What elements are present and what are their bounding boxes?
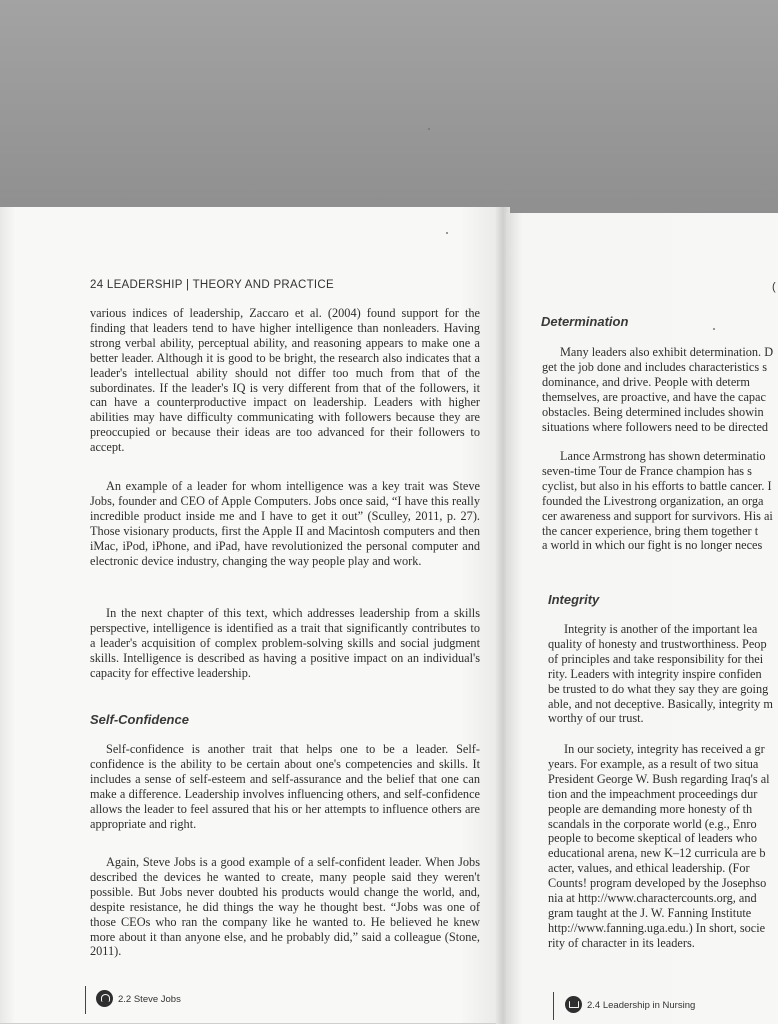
paragraph-self-confidence: Self-confidence is another trait that helps one to be a leader. Self-confidence is the ability to be certain about one's competencies and skills. It includes a sense of self-esteem and self-assurance and the belief that one can make a difference. Leadership involves influencing others, and self-confidence allows the leader to feel assured that his or her attempts to influence others are appropriate and right.: [90, 742, 480, 831]
text-line: themselves, are proactive, and have the capac: [542, 389, 766, 404]
text-line: be trusted to do what they say they are going: [548, 681, 769, 696]
text-line: quality of honesty and trustworthiness. Peop: [548, 636, 767, 651]
text-line: founded the Livestrong organization, an orga: [542, 493, 764, 508]
text-line: rity. Leaders with integrity inspire confiden: [548, 666, 762, 681]
print-speck: [446, 232, 448, 234]
page-corner-mark: (: [772, 281, 776, 293]
section-heading-determination: Determination: [541, 314, 629, 329]
paragraph-skills-perspective: In the next chapter of this text, which addresses leadership from a skills perspective, intelligence is identified as a trait that significantly contributes to a leader's acquisition of complex problem-solving skills and social judgment skills. Intelligence is described as having a positive impact on an individual's capacity for effective leadership.: [90, 606, 480, 680]
background-top: [0, 0, 778, 215]
text-line: years. For example, as a result of two situa: [548, 756, 759, 771]
text-line: Counts! program developed by the Josephso: [548, 876, 767, 891]
print-speck: [713, 328, 715, 330]
footer-media-label-right: 2.4 Leadership in Nursing: [587, 1000, 696, 1011]
paragraph-steve-jobs-intelligence: An example of a leader for whom intelligence was a key trait was Steve Jobs, founder and CEO of Apple Computers. Jobs once said, “I have this really incredible product inside me and I have to get it out” (Sculley, 2011, p. 27). Those visionary products, first the Apple II and Macintosh computers and then iMac, iPod, iPhone, and iPad, have revolutionized the personal computer and electronic device industry, changing the way people play and work.: [90, 479, 480, 568]
text-line: http://www.fanning.uga.edu.) In short, socie: [548, 920, 766, 935]
text-line: obstacles. Being determined includes showin: [542, 404, 764, 419]
text-line: Many leaders also exhibit determination. D: [560, 345, 774, 359]
text-line: rity of character in its leaders.: [548, 935, 695, 950]
footer-media-label-left: 2.2 Steve Jobs: [118, 994, 181, 1005]
book-icon: [565, 996, 582, 1013]
text-line: educational arena, new K–12 curricula are b: [548, 846, 766, 861]
audio-icon: [96, 990, 113, 1007]
text-line: scandals in the corporate world (e.g., Enro: [548, 816, 757, 831]
paragraph-steve-jobs-confidence: Again, Steve Jobs is a good example of a self-confident leader. When Jobs described the devices he wanted to create, many people said they weren't possible. But Jobs never doubted his products would change the world, and, despite resistance, he did things the way he thought best. “Jobs was one of those CEOs who ran the company like he wanted to. He believed he knew more about it than anyone else, and he probably did,” said a colleague (Stone, 2011).: [90, 855, 480, 959]
text-line: dominance, and drive. People with determ: [542, 374, 750, 389]
text-line: worthy of our trust.: [548, 711, 644, 726]
text-line: In our society, integrity has received a gr: [564, 742, 765, 756]
paragraph-intelligence: various indices of leadership, Zaccaro et al. (2004) found support for the finding that leaders tend to have higher intelligence than nonleaders. Having strong verbal ability, perceptual ability, and reasoning appears to make one a better leader. Although it is good to be bright, the research also indicates that a leader's intellectual ability should not differ too much from that of the subordinates. If the leader's IQ is very different from that of the followers, it can have a counterproductive impact on leadership. Leaders with higher abilities may have difficulty communicating with followers because they are preoccupied or because their ideas are too advanced for their followers to accept.: [90, 306, 480, 455]
text-line: tion and the impeachment proceedings dur: [548, 786, 758, 801]
text-line: seven-time Tour de France champion has s: [542, 463, 752, 478]
section-heading-self-confidence: Self-Confidence: [90, 712, 189, 727]
text-line: people are demanding more honesty of th: [548, 801, 753, 816]
text-line: the cancer experience, bring them together t: [542, 523, 759, 538]
text-line: people to become skeptical of leaders who: [548, 831, 757, 846]
text-line: cyclist, but also in his efforts to battle cancer. I: [542, 478, 772, 493]
running-head: 24 LEADERSHIP | THEORY AND PRACTICE: [90, 279, 334, 291]
text-line: able, and not deceptive. Basically, integrity m: [548, 696, 773, 711]
text-line: Lance Armstrong has shown determinatio: [560, 449, 766, 463]
text-line: cer awareness and support for survivors. His ai: [542, 508, 773, 523]
text-line: situations where followers need to be directed: [542, 419, 769, 434]
footer-rule-right: [553, 992, 554, 1020]
text-line: Integrity is another of the important lea: [564, 622, 758, 636]
text-line: nia at http://www.charactercounts.org, and: [548, 891, 757, 905]
section-heading-integrity: Integrity: [548, 592, 600, 607]
print-speck: [428, 128, 430, 130]
text-line: acter, values, and ethical leadership. (For: [548, 861, 750, 876]
text-line: a world in which our fight is no longer neces: [542, 538, 763, 553]
text-line: gram taught at the J. W. Fanning Institute: [548, 905, 752, 920]
text-line: President George W. Bush regarding Iraq's al: [548, 771, 770, 786]
footer-rule-left: [85, 986, 86, 1014]
text-line: get the job done and includes characteristics s: [542, 359, 768, 374]
text-line: of principles and take responsibility for thei: [548, 651, 764, 666]
